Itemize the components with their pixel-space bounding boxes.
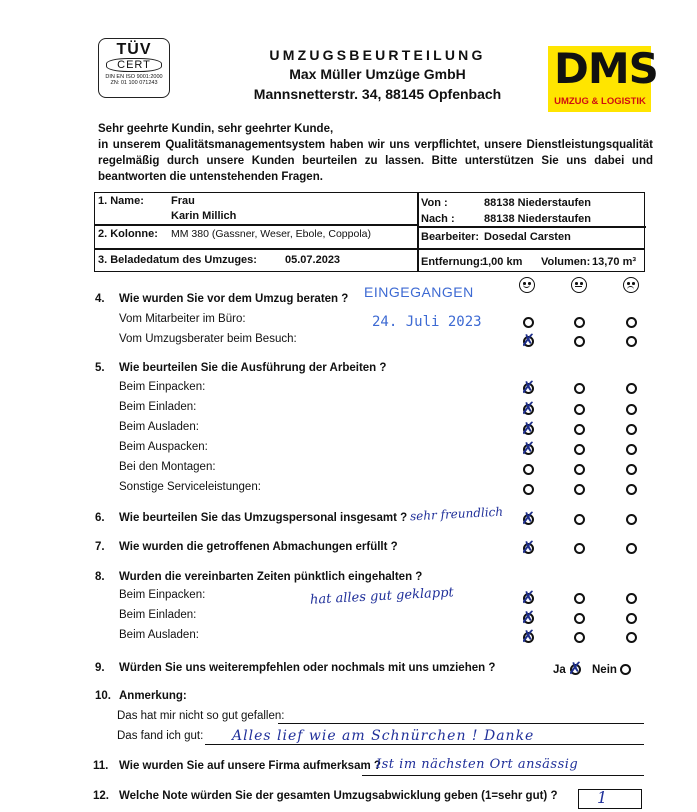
question-item: Beim Ausladen: <box>119 421 199 433</box>
rating-radio[interactable] <box>574 514 585 525</box>
question-item: Beim Einladen: <box>119 401 197 413</box>
rating-radio[interactable] <box>574 484 585 495</box>
rating-radio[interactable] <box>574 464 585 475</box>
handwritten-note: hat alles gut geklappt <box>309 585 455 608</box>
tuv-zn-line: ZN: 01 100 071243 <box>110 80 158 86</box>
question-item: Beim Auspacken: <box>119 441 208 453</box>
rating-radio[interactable] <box>626 336 637 347</box>
entfernung-label: Entfernung: <box>421 256 484 268</box>
question-text: Wie wurden die getroffenen Abmachungen erfüllt ? <box>119 541 398 553</box>
name-label: 1. Name: <box>98 195 144 207</box>
question-item: Vom Mitarbeiter im Büro: <box>119 313 246 325</box>
rating-radio[interactable] <box>626 514 637 525</box>
question-item: Beim Einpacken: <box>119 381 206 393</box>
company-address: Mannsnetterstr. 34, 88145 Opfenbach <box>253 86 502 102</box>
check-mark-icon: ✗ <box>521 378 536 398</box>
entfernung-value: 1,00 km <box>482 256 523 268</box>
bearbeiter-value: Dosedal Carsten <box>484 231 571 243</box>
kolonne-value: MM 380 (Gassner, Weser, Ebole, Coppola) <box>171 228 371 240</box>
rating-radio[interactable] <box>574 444 585 455</box>
check-mark-icon: ✗ <box>521 588 536 608</box>
check-mark-icon: ✗ <box>521 399 536 419</box>
dms-logo-subtitle: UMZUG & LOGISTIK <box>554 96 646 107</box>
check-mark-icon: ✗ <box>521 627 536 647</box>
intro-text <box>98 121 653 185</box>
received-stamp: EINGEGANGEN <box>364 284 474 300</box>
rating-radio[interactable] <box>626 404 637 415</box>
von-label: Von : <box>421 197 448 209</box>
check-mark-icon: ✗ <box>521 419 536 439</box>
handwritten-note: Ist im nächsten Ort ansässig <box>376 757 579 772</box>
rating-radio[interactable] <box>523 484 534 495</box>
received-date-stamp: 24. Juli 2023 <box>372 314 482 330</box>
question-number: 7. <box>95 541 105 553</box>
handwritten-note: Alles lief wie am Schnürchen ! Danke <box>232 728 535 744</box>
von-value: 88138 Niederstaufen <box>484 197 591 209</box>
nach-label: Nach : <box>421 213 455 225</box>
question-number: 9. <box>95 662 105 674</box>
question-text: Wie wurden Sie auf unsere Firma aufmerksam ? <box>119 760 381 772</box>
answer-line <box>362 775 644 776</box>
rating-radio[interactable] <box>523 464 534 475</box>
rating-radio[interactable] <box>626 317 637 328</box>
table-divider <box>417 193 419 271</box>
question-text: Würden Sie uns weiterempfehlen oder nochmals mit uns umziehen ? <box>119 662 496 674</box>
sad-face-icon <box>623 277 639 293</box>
answer-line <box>205 744 644 745</box>
check-mark-icon: ✗ <box>521 538 536 558</box>
question-text: Wie beurteilen Sie die Ausführung der Arbeiten ? <box>119 362 387 374</box>
volumen-value: 13,70 m³ <box>592 256 637 268</box>
question-number: 4. <box>95 293 105 305</box>
question-number: 11. <box>93 760 109 772</box>
rating-radio[interactable] <box>574 336 585 347</box>
question-number: 6. <box>95 512 105 524</box>
rating-radio[interactable] <box>626 444 637 455</box>
rating-radio[interactable] <box>574 317 585 328</box>
question-number: 12. <box>93 790 109 802</box>
nach-value: 88138 Niederstaufen <box>484 213 591 225</box>
answer-line <box>278 723 644 724</box>
rating-radio[interactable] <box>626 484 637 495</box>
question-item: Bei den Montagen: <box>119 461 216 473</box>
company-name: Max Müller Umzüge GmbH <box>289 66 466 82</box>
question-text: Wie wurden Sie vor dem Umzug beraten ? <box>119 293 349 305</box>
check-mark-icon: ✗ <box>521 331 536 351</box>
question-item: Beim Einpacken: <box>119 589 206 601</box>
rating-radio[interactable] <box>574 383 585 394</box>
customer-info-table <box>94 192 645 272</box>
question-item: Vom Umzugsberater beim Besuch: <box>119 333 297 345</box>
happy-face-icon <box>519 277 535 293</box>
rating-radio[interactable] <box>626 543 637 554</box>
rating-radio[interactable] <box>626 632 637 643</box>
rating-radio[interactable] <box>574 424 585 435</box>
yes-label: Ja <box>553 664 566 676</box>
no-label: Nein <box>592 664 617 676</box>
bearbeiter-label: Bearbeiter: <box>421 231 480 243</box>
customer-name: Karin Millich <box>171 210 237 222</box>
tuv-logo-text: TÜV <box>116 41 152 58</box>
neutral-face-icon <box>571 277 587 293</box>
question-item: Beim Einladen: <box>119 609 197 621</box>
rating-radio[interactable] <box>574 613 585 624</box>
rating-radio[interactable] <box>626 383 637 394</box>
question-text: Wie beurteilen Sie das Umzugspersonal insgesamt ? <box>119 512 408 524</box>
table-divider <box>95 224 417 226</box>
table-divider <box>417 226 646 228</box>
form-title: UMZUGSBEURTEILUNG <box>269 47 486 63</box>
question-text: Anmerkung: <box>119 690 187 702</box>
rating-radio[interactable] <box>574 543 585 554</box>
volumen-label: Volumen: <box>541 256 591 268</box>
not-liked-label: Das hat mir nicht so gut gefallen: <box>117 710 285 722</box>
tuv-cert-text: CERT <box>106 58 162 72</box>
check-mark-icon: ✗ <box>521 439 536 459</box>
kolonne-label: 2. Kolonne: <box>98 228 158 240</box>
tuv-iso-line: DIN EN ISO 9001:2000 <box>105 74 163 80</box>
question-number: 10. <box>95 690 111 702</box>
rating-radio[interactable] <box>626 593 637 604</box>
question-item: Beim Ausladen: <box>119 629 199 641</box>
rating-radio[interactable] <box>574 404 585 415</box>
grade-box <box>578 789 642 809</box>
question-item: Sonstige Serviceleistungen: <box>119 481 261 493</box>
date-value: 05.07.2023 <box>285 254 341 266</box>
question-text: Welche Note würden Sie der gesamten Umzugsabwicklung geben (1=sehr gut) ? <box>119 790 558 802</box>
date-label: 3. Beladedatum des Umzuges: <box>98 254 257 266</box>
liked-label: Das fand ich gut: <box>117 730 204 742</box>
intro-greeting: Sehr geehrte Kundin, sehr geehrter Kunde, <box>98 123 334 135</box>
question-number: 8. <box>95 571 105 583</box>
check-mark-icon: ✗ <box>521 509 536 529</box>
rating-radio[interactable] <box>523 317 534 328</box>
question-text: Wurden die vereinbarten Zeiten pünktlich eingehalten ? <box>119 571 423 583</box>
check-mark-icon: ✗ <box>521 608 536 628</box>
handwritten-note: sehr freundlich <box>409 504 504 524</box>
rating-radio[interactable] <box>574 593 585 604</box>
rating-radio[interactable] <box>574 632 585 643</box>
dms-logo-text: DMS <box>554 44 658 93</box>
salutation: Frau <box>171 195 195 207</box>
rating-radio[interactable] <box>626 464 637 475</box>
table-divider <box>95 248 644 250</box>
question-number: 5. <box>95 362 105 374</box>
grade-value: 1 <box>597 788 608 807</box>
rating-radio[interactable] <box>626 424 637 435</box>
check-mark-icon: ✗ <box>568 659 583 679</box>
intro-body: in unserem Qualitätsmanagementsystem haben wir uns verpflichtet, unsere Dienstleistungsqualität regelmäßig durch unsere Kunden beurteilen zu lassen. Bitte unterstützen Sie uns dabei und beantworten die untenstehenden Fragen. <box>98 139 653 183</box>
tuv-cert-logo <box>98 38 170 98</box>
dms-logo <box>548 44 658 112</box>
rating-radio[interactable] <box>626 613 637 624</box>
no-radio[interactable] <box>620 664 631 675</box>
